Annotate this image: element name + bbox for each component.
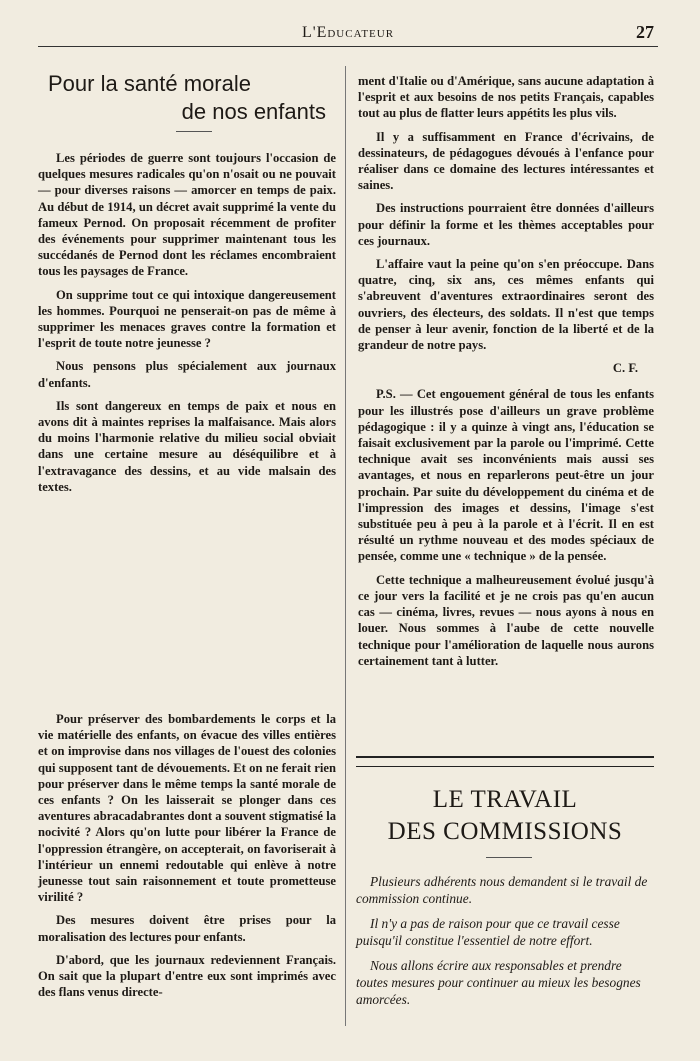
paragraph: Il n'y a pas de raison pour que ce travail cesse puisqu'il constitue l'essentiel de notre effort. [356, 916, 620, 948]
paragraph: Nous pensons plus spécialement aux journaux d'enfants. [38, 359, 336, 390]
section-double-rule [356, 756, 654, 767]
page-number: 27 [636, 22, 654, 42]
paragraph: ment d'Italie ou d'Amérique, sans aucune adaptation à l'esprit et aux besoins de nos petits Français, capables tout au plus de flatter leurs appétits les plus vils. [358, 74, 654, 121]
postscript-paragraph: Cette technique a malheureusement évolué jusqu'à ce jour vers la facilité et je ne crois pas qu'en aucun cas — cinéma, livres, revues — nous ayons à nous en louer. Nous sommes à l'aube de cette nouvelle technique pour l'amélioration de laquelle nous aurons certainement tant à lutter. [358, 572, 654, 668]
page-header [38, 22, 658, 48]
left-column-bottom [38, 711, 336, 1007]
paragraph: Nous allons écrire aux responsables et prendre toutes mesures pour continuer au mieux les besognes amorcées. [356, 958, 641, 1007]
left-column-top [38, 150, 336, 502]
column-divider [345, 66, 346, 1026]
paragraph: Plusieurs adhérents nous demandent si le travail de commission continue. [356, 874, 648, 906]
article-title [40, 70, 330, 126]
paragraph: Des mesures doivent être prises pour la moralisation des lectures pour enfants. [38, 913, 336, 944]
paragraph: Pour préserver des bombardements le corps et la vie matérielle des enfants, on évacue des villes entières et on improvise dans nos villages de l'ouest des colonies qui supposent tant de dévouements. Et on ne ferait rien pour préserver dans le même temps la santé morale de ces enfants ? On les laisserait se plonger dans ces aventures abracadabrantes dont a souvent stigmatisé la nocivité ? Alors qu'on lutte pour libérer la France de l'oppression étrangère, on accepterait, on favoriserait à l'intérieur un ennemi redoutable qui enlève à notre jeunesse tout sain raisonnement et toute prometteuse virilité ? [38, 712, 336, 905]
journal-title: L'Educateur [301, 24, 395, 41]
paragraph: D'abord, que les journaux redeviennent Français. On sait que la plupart d'entre eux sont imprimés avec des flans venus directe- [38, 952, 336, 1000]
article-title-line2: de nos enfants [181, 99, 326, 124]
section-title-line1: LE TRAVAIL [432, 786, 578, 813]
right-column [358, 73, 654, 676]
paragraph: On supprime tout ce qui intoxique dangereusement les hommes. Pourquoi ne penserait-on pas de même à supprimer les menaces graves contre la formation et l'esprit de toute notre jeunesse ? [38, 287, 336, 351]
signature: C. F. [612, 361, 638, 376]
article-title-line1: Pour la santé morale [48, 71, 251, 96]
section-title [356, 784, 654, 848]
paragraph: Des instructions pourraient être données d'ailleurs pour définir la forme et les thèmes acceptables pour ces journaux. [358, 201, 654, 248]
paragraph: Les périodes de guerre sont toujours l'occasion de quelques mesures radicales qu'on n'osait ou ne pouvait — pour diverses raisons — amorcer en temps de paix. Au début de 1914, un décret avait supprimé la vente du fameux Pernod. On proposait récemment de profiter des événements pour supprimer maintenant tous les succédanés de Pernod dont les réclames encombraient tous les paysages de France. [38, 151, 336, 279]
paragraph: L'affaire vaut la peine qu'on s'en préoccupe. Dans quatre, cinq, six ans, ces mêmes enfants qui s'abreuvent d'aventures extraordinaires seront des ouvriers, des électeurs, des soldats. Il n'est que temps de penser à leur avenir, fonction de la liberté et de la grandeur de notre pays. [358, 257, 654, 353]
section-title-line2: DES COMMISSIONS [387, 818, 623, 845]
header-rule [38, 46, 658, 47]
title-rule [176, 131, 212, 132]
section-body [356, 873, 654, 1016]
section-title-rule [486, 857, 532, 858]
postscript-paragraph: P.S. — Cet engouement général de tous les enfants pour les illustrés pose d'ailleurs un grave problème pédagogique : il y a quinze à vingt ans, l'éducation se faisait exclusivement par la parole ou l'imprimé. Cette technique avait ses inconvénients mais aussi ses avantages, et nous en reparlerons peut-être un jour prochain. Par suite du développement du cinéma et de l'impression des images et dessins, l'image s'est substituée peu à peu à la parole et à l'écrit. Il en est résulté un rythme nouveau et des modes spéciaux de pensée, comme une « technique » de la pensée. [358, 387, 654, 564]
paragraph: Il y a suffisamment en France d'écrivains, de dessinateurs, de pédagogues dévoués à l'enfance pour réaliser dans ce domaine des lectures intéressantes et saines. [358, 129, 654, 193]
paragraph: Ils sont dangereux en temps de paix et nous en avons dit à maintes reprises la malfaisance. Mais alors du moins l'harmonie relative du milieu social obviait dans une certaine mesure au déséquilibre et à l'extravagance des dessins, et au vide malsain des textes. [38, 398, 336, 494]
